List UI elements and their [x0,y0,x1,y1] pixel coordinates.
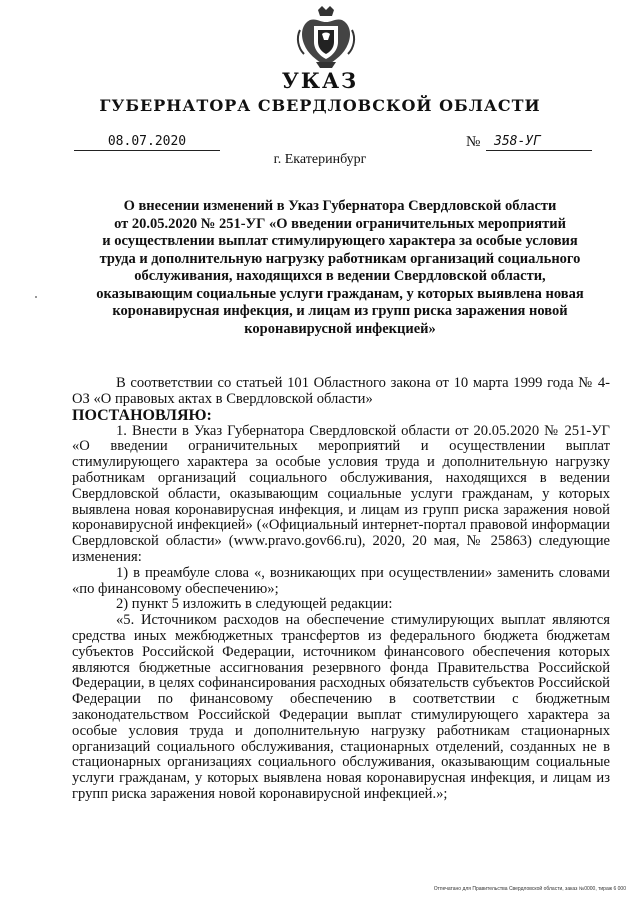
heading-line: коронавирусной инфекцией» [244,320,436,337]
item-1-paragraph: 1. Внести в Указ Губернатора Свердловской области от 20.05.2020 № 251-УГ «О введении ограничительных мероприятий и осуществлении выплат стимулирующего характера за особые условия труда и дополнительную нагрузку работникам организаций социального обслуживания, находящихся в ведении Свердловской области, оказывающим социальные услуги гражданам, у которых выявлена новая коронавирусная инфекция, и лицам из групп риска заражения новой коронавирусной инфекцией» («Официальный интернет-портал правовой информации Свердловской области» (www.pravo.gov66.ru), 2020, 20 мая, № 25863) следующие изменения: [72,422,610,565]
decree-body [72,376,610,803]
subitem-2-paragraph: 2) пункт 5 изложить в следующей редакции: [116,596,393,613]
print-note: Отпечатано для Правительства Свердловской области, заказ №0000, тираж 6 000 [433,886,626,892]
preamble-paragraph: В соответствии со статьей 101 Областного закона от 10 марта 1999 года № 4-ОЗ «О правовых актах в Свердловской области» [72,375,610,407]
document-type-title: УКАЗ [281,68,359,93]
decree-date: 08.07.2020 [74,134,220,151]
issue-city: г. Екатеринбург [273,152,367,167]
scan-speck [35,296,37,298]
subitem-1-paragraph: 1) в преамбуле слова «, возникающих при осуществлении» заменить словами «по финансовому обеспечению»; [72,564,610,597]
heading-line: от 20.05.2020 № 251-УГ «О введении ограничительных мероприятий [114,215,566,232]
quoted-item-5-paragraph: «5. Источником расходов на обеспечение стимулирующих выплат являются средства иных межбюджетных трансфертов из федерального бюджета бюджетам субъектов Российской Федерации, источником финансового обеспечения которых являются бюджетные ассигнования резервного фонда Правительства Российской Федерации, в целях софинансирования расходных обязательств субъектов Российской Федерации по финансовому обеспечению в соответствии с бюджетным законодательством Российской Федерации выплат стимулирующего характера за особые условия труда и дополнительную нагрузку работникам стационарных организаций социального обслуживания, стационарных отделений, созданных не в стационарных организациях социального обслуживания, оказывающим социальные услуги гражданам, у которых выявлена новая коронавирусная инфекция, и лицам из групп риска заражения новой коронавирусной инфекцией.»; [72,612,610,802]
heading-line: труда и дополнительную нагрузку работникам организаций социального [99,250,581,267]
decree-number: 358-УГ [486,134,592,151]
heading-line: коронавирусная инфекция, и лицам из групп риска заражения новой [112,303,568,319]
number-label: № [466,134,481,150]
decree-word: ПОСТАНОВЛЯЮ: [72,406,212,424]
heading-line: и осуществлении выплат стимулирующего характера за особые условия [102,233,578,249]
issuer-title: ГУБЕРНАТОРА СВЕРДЛОВСКОЙ ОБЛАСТИ [99,96,541,115]
decree-heading [70,198,610,338]
heading-line: обслуживания, находящихся в ведении Свердловской области, [134,268,546,284]
heading-line: О внесении изменений в Указ Губернатора Свердловской области [123,198,557,214]
heading-line: оказывающим социальные услуги гражданам, у которых выявлена новая [96,285,584,302]
sverdlovsk-coat-of-arms-icon [296,4,356,70]
